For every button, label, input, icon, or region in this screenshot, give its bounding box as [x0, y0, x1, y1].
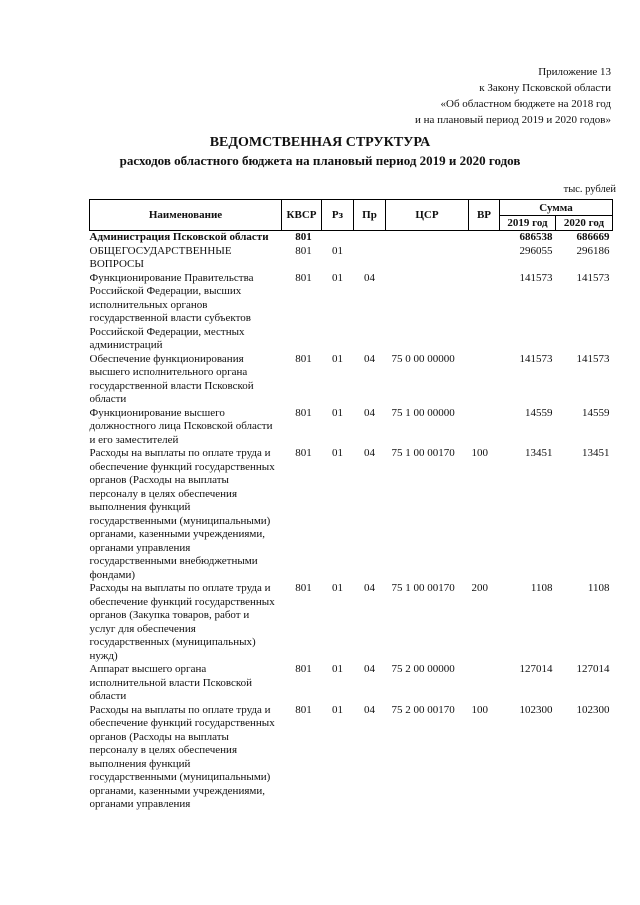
cell-pr: 04	[364, 703, 375, 716]
cell-pr: 04	[364, 582, 375, 594]
cell-kvsr: 801	[295, 447, 312, 459]
header-name: Наименование	[90, 200, 282, 231]
cell-kvsr: 801	[295, 231, 312, 243]
cell-name: Функционирование Правительства Российской Федерации, высших исполнительных органов государственной власти субъектов Российской Федерации, местных администраций	[89, 271, 254, 351]
cell-y2020: 141573	[576, 352, 610, 365]
cell-y2019: 141573	[519, 352, 553, 365]
header-sum: Сумма	[500, 200, 613, 216]
table-row	[90, 582, 613, 663]
table-header	[90, 200, 613, 231]
cell-name: Расходы на выплаты по оплате труда и обеспечение функций государственных органов (Расходы на выплаты персоналу в целях обеспечения выполнения функций государственными (муниципальными) органами, казенными учреждениями, органами управления	[89, 703, 275, 810]
appendix-block	[415, 64, 611, 128]
cell-csr	[386, 245, 469, 272]
cell-y2020: 127014	[576, 663, 610, 675]
table-row	[90, 272, 613, 353]
table-row	[90, 353, 613, 407]
header-2020: 2020 год	[556, 216, 613, 231]
cell-pr: 04	[364, 271, 375, 284]
header-2019: 2019 год	[500, 216, 556, 231]
table-body	[90, 231, 613, 812]
document-title	[0, 134, 640, 170]
cell-rz: 01	[332, 703, 343, 716]
cell-rz: 01	[332, 447, 343, 459]
table-row	[90, 663, 613, 704]
appendix-line-1: Приложение 13	[538, 66, 611, 78]
cell-rz: 01	[332, 406, 343, 419]
cell-pr: 04	[364, 352, 375, 365]
cell-name: Аппарат высшего органа исполнительной власти Псковской области	[89, 663, 253, 702]
cell-vr: 200	[471, 582, 488, 594]
cell-y2019: 14559	[525, 406, 553, 419]
cell-kvsr: 801	[295, 663, 312, 675]
cell-pr: 04	[364, 406, 375, 419]
cell-pr: 04	[364, 447, 375, 459]
budget-table	[89, 199, 613, 812]
appendix-line-3: «Об областном бюджете на 2018 год	[440, 98, 611, 110]
cell-y2019: 13451	[525, 447, 553, 459]
cell-csr: 75 1 00 00170	[391, 447, 455, 459]
header-kvsr: КВСР	[282, 200, 322, 231]
cell-name: ОБЩЕГОСУДАРСТВЕННЫЕ ВОПРОСЫ	[89, 244, 232, 270]
cell-csr: 75 2 00 00170	[391, 703, 455, 716]
appendix-line-4: и на плановый период 2019 и 2020 годов»	[414, 114, 611, 126]
cell-y2020: 686669	[576, 231, 610, 243]
header-pr: Пр	[354, 200, 386, 231]
table-row	[90, 231, 613, 245]
cell-csr: 75 0 00 00000	[391, 352, 455, 365]
cell-csr	[386, 272, 469, 353]
table-row	[90, 245, 613, 272]
cell-csr: 75 1 00 00000	[391, 406, 455, 419]
cell-y2019: 686538	[519, 231, 553, 243]
cell-name: Функционирование высшего должностного лица Псковской области и его заместителей	[89, 406, 273, 446]
header-vr: ВР	[469, 200, 500, 231]
cell-y2019: 141573	[519, 271, 553, 284]
cell-rz: 01	[332, 582, 343, 594]
units-label: тыс. рублей	[563, 184, 616, 195]
cell-y2019: 127014	[519, 663, 553, 675]
cell-y2020: 13451	[582, 447, 610, 459]
cell-y2020: 102300	[576, 703, 610, 716]
cell-name: Администрация Псковской области	[89, 231, 269, 243]
cell-vr: 100	[471, 447, 488, 459]
cell-csr: 75 1 00 00170	[391, 582, 455, 594]
cell-csr	[386, 231, 469, 245]
table-row	[90, 704, 613, 812]
cell-y2019: 1108	[530, 582, 553, 594]
cell-kvsr: 801	[295, 244, 312, 257]
cell-rz: 01	[332, 352, 343, 365]
cell-y2020: 1108	[587, 582, 610, 594]
cell-vr: 100	[471, 703, 488, 716]
cell-rz: 01	[332, 244, 343, 257]
cell-kvsr: 801	[295, 271, 312, 284]
cell-kvsr: 801	[295, 406, 312, 419]
cell-kvsr: 801	[295, 582, 312, 594]
cell-name: Обеспечение функционирования высшего исполнительного органа государственной власти Псковской области	[89, 352, 254, 405]
cell-vr	[469, 353, 500, 407]
table-row	[90, 447, 613, 582]
title-line-1: ВЕДОМСТВЕННАЯ СТРУКТУРА	[209, 135, 431, 150]
header-csr: ЦСР	[386, 200, 469, 231]
header-rz: Рз	[322, 200, 354, 231]
cell-vr	[469, 407, 500, 448]
appendix-line-2: к Закону Псковской области	[479, 82, 611, 94]
cell-y2019: 296055	[519, 244, 553, 257]
cell-y2020: 14559	[582, 406, 610, 419]
cell-kvsr: 801	[295, 352, 312, 365]
cell-csr: 75 2 00 00000	[391, 663, 455, 675]
cell-rz: 01	[332, 271, 343, 284]
cell-y2020: 296186	[576, 244, 610, 257]
cell-name: Расходы на выплаты по оплате труда и обеспечение функций государственных органов (Закупка товаров, работ и услуг для обеспечения государственных (муниципальных) нужд)	[89, 582, 275, 662]
cell-pr	[354, 231, 386, 245]
cell-name: Расходы на выплаты по оплате труда и обеспечение функций государственных органов (Расходы на выплаты персоналу в целях обеспечения выполнения функций государственными (муниципальными) органами, казенными учреждениями, органами управления государственными внебюджетными фондами)	[89, 447, 275, 581]
cell-vr	[469, 272, 500, 353]
cell-vr	[469, 245, 500, 272]
table-row	[90, 407, 613, 448]
cell-y2020: 141573	[576, 271, 610, 284]
title-line-2: расходов областного бюджета на плановый период 2019 и 2020 годов	[119, 153, 521, 168]
cell-kvsr: 801	[295, 703, 312, 716]
cell-vr	[469, 231, 500, 245]
cell-pr	[354, 245, 386, 272]
cell-pr: 04	[364, 663, 375, 675]
cell-rz	[322, 231, 354, 245]
cell-y2019: 102300	[519, 703, 553, 716]
cell-rz: 01	[332, 663, 343, 675]
cell-vr	[469, 663, 500, 704]
